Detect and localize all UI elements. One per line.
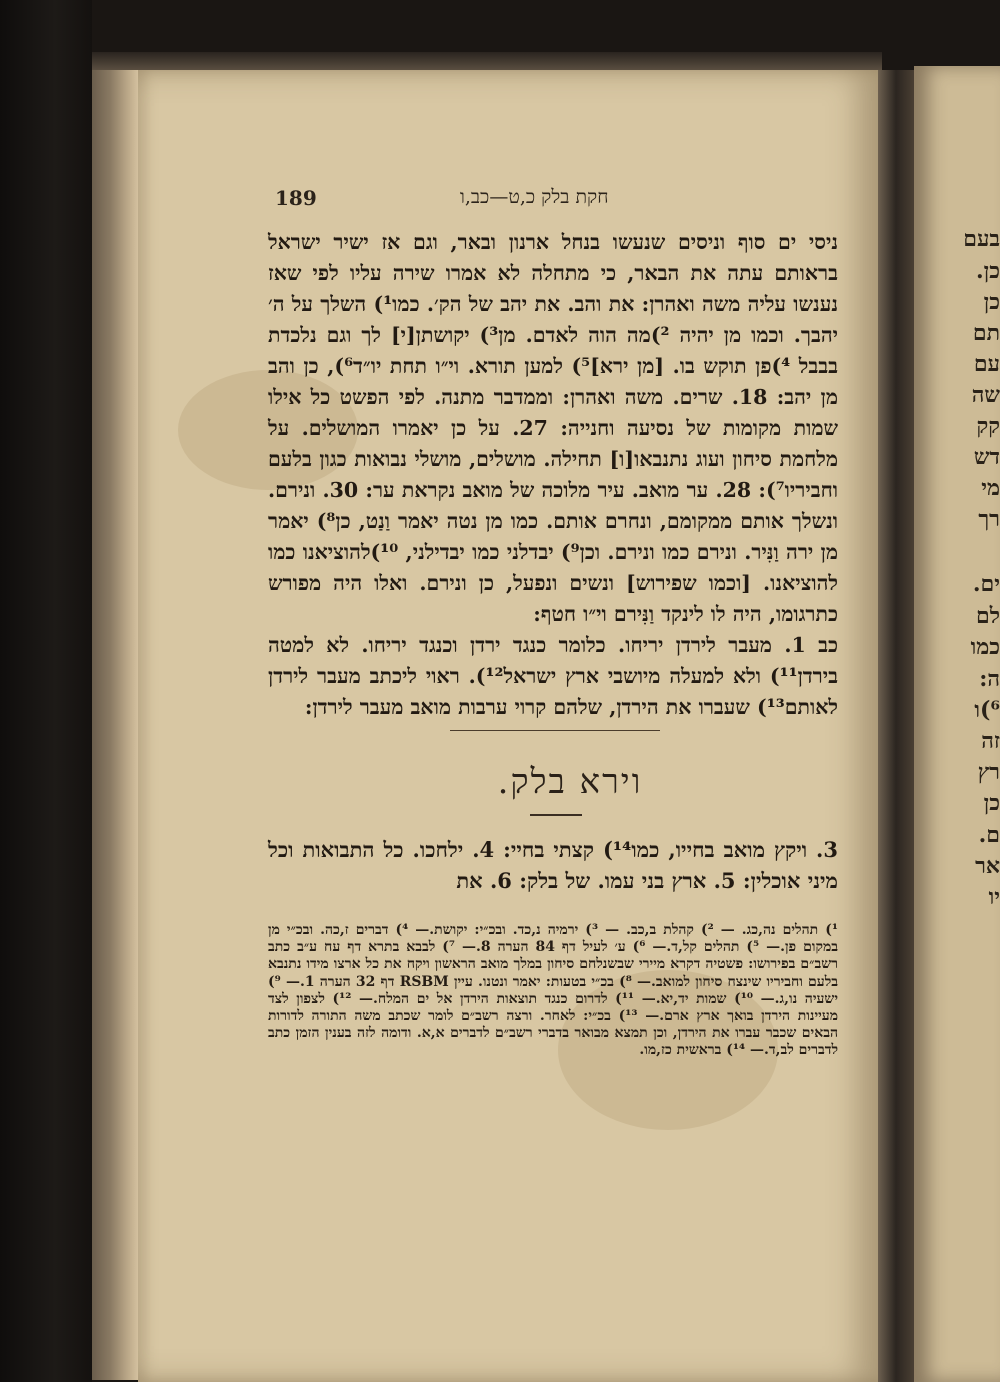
facing-page-line: מי	[981, 475, 1000, 501]
main-text	[268, 227, 838, 723]
facing-page-line: דש	[973, 444, 1000, 470]
facing-page-line: ה:	[979, 666, 1000, 692]
facing-page-line: רץ	[977, 759, 1000, 785]
footnote-text: ¹) תהלים נה,כג. — ²) קהלת ב,כב. — ³) ירמיה נ,כד. ובכ״י: יקושת.— ⁴) דברים ז,כה. ובכ״י מן במקום פן.— ⁵) תהלים קל,ד.— ⁶) ע׳ לעיל דף 84 הערה 8.— ⁷) לבבא בתרא דף עח ע״ב כתב רשב״ם בפירושו: פשטיה דקרא מיירי שבשנלחם סיחון במלך מואב הראשון ויקח את כל ארצו מידו נתנבא בלעם וחביריו שינצח סיחון למואב.— ⁸) בכ״י בטעות: יאמר ונטנו. עיין RSBM דף 32 הערה 1.— ⁹) ישעיה נו,ג.— ¹⁰) שמות יד,יא.— ¹¹) לדרום כנגד תוצאות הירדן אל ים המלח.— ¹²) לצפון לצד מעיינות הירדן בואך ארץ ארם.— ¹³) בכ״י: לאחר. ורצה רשב״ם לומר שכתב משה התורה לדורות הבאים שכבר עברו את הירדן, וכן תמצא מבואר בדברי רשב״ם לדברים א,א. ודומה לזה בענין הזמן כתב לדברים לב,ד.— ¹⁴) בראשית כז,מו.	[268, 922, 839, 1059]
book-binding	[0, 0, 92, 1382]
paragraph: ניסי ים סוף וניסים שנעשו בנחל ארנון ובאר, וגם אז ישיר ישראל בראותם עתה את הבאר, כי מתחלה לא אמרו שירה עליו לפי שאז נענשו עליה משה ואהרן: את והב. את יהב של הק׳. כמו¹) השלך על ה׳ יהבך. וכמו מן יהיה ²)מה הוה לאדם. מן³) יקושתן[י] לך וגם נלכדת בבבל ⁴)פן תוקש בו. [מן ירא]⁵) למען תורא. וי״ו תחת יו״ד⁶), כן והב מן יהב: 18. שרים. משה ואהרן: וממדבר מתנה. לפי הפשט כל אילו שמות מקומות של נסיעה וחנייה: 27. על כן יאמרו המושלים. על מלחמת סיחון ועוג נתנבאו[ו] תחילה. מושלים, מושלי נבואות כגון בלעם וחביריו⁷): 28. ער מואב. עיר מלוכה של מואב נקראת ער: 30. ונירם. ונשלך אותם ממקומם, ונחרם אותם. כמו מן נטה יאמר וַנַט, כן⁸) יאמר מן ירה וַנִּיר. ונירם כמו ונירם. וכן⁹) יבדלני כמו יבדילני, ¹⁰)להוציאנו כמו להוציאנו. [וכמו שפירוש] ונשים ונפעל, כן ונירם. ואלו היה מפורש כתרגומו, היה לו לינקד וַנִּירם וי״ו חטף:	[268, 230, 838, 626]
facing-page-line: תם	[972, 320, 1000, 346]
running-head: חקת בלק כ,ט—כב,ו	[460, 186, 609, 208]
facing-page-line: כמו	[970, 634, 1000, 660]
facing-page-line: אר	[975, 853, 1000, 879]
facing-page-line: כן	[983, 790, 1000, 816]
title-underline	[530, 814, 582, 816]
facing-page-line: ⁶)ו	[974, 697, 1000, 723]
page-number: 189	[275, 186, 317, 210]
facing-page-line: כן	[983, 289, 1000, 315]
facing-page-line: ם.	[978, 822, 1000, 848]
facing-page-line: כן.	[975, 258, 1000, 284]
section-text	[268, 834, 838, 896]
facing-page-line: לם	[975, 603, 1000, 629]
facing-page-line: ים.	[972, 571, 1000, 597]
facing-page-line: עם	[973, 351, 1000, 377]
section-title: וירא בלק.	[497, 762, 643, 802]
paragraph: כב 1. מעבר לירדן יריחו. כלומר כנגד ירדן וכנגד יריחו. לא למטה בירדן¹¹) ולא למעלה מיושבי ארץ ישראל¹²). ראוי ליכתב מעבר לירדן לאותם¹³) שעברו את הירדן, שלהם קרוי ערבות מואב מעבר לירדן:	[268, 633, 839, 719]
section-divider	[450, 730, 660, 731]
cover-top-edge	[92, 52, 882, 70]
cover-edge	[92, 60, 138, 1380]
facing-page-line: יו	[988, 884, 1000, 910]
facing-page-line: רך	[978, 506, 1000, 532]
facing-page-line: בעם	[963, 226, 1000, 252]
paragraph: 3. ויקץ מואב בחייו, כמו¹⁴) קצתי בחיי: 4. ילחכו. כל התבואות וכל מיני אוכלין: 5. ארץ בני עמו. של בלק: 6. את	[268, 837, 838, 893]
facing-page-line: זה	[981, 728, 1000, 754]
facing-page	[914, 66, 1000, 1382]
facing-page-line: שה	[971, 382, 1000, 408]
page-header	[275, 186, 835, 216]
footnotes	[268, 922, 838, 1060]
facing-page-line: קק	[976, 413, 1000, 439]
book-gutter	[878, 70, 914, 1382]
